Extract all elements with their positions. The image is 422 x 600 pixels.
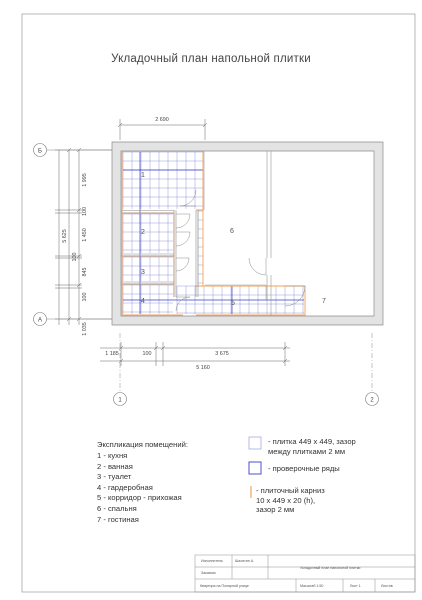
key-tile-text: [268, 437, 356, 456]
dim-top-width: 2 690: [155, 117, 169, 123]
legend-list: [97, 451, 182, 525]
tile-cornice-outline: [122, 151, 305, 315]
stamp-sheet: Лист 1: [350, 584, 361, 588]
room-number-2: 2: [141, 229, 145, 236]
sheet-frame: [22, 14, 415, 592]
key-tile-line2: между плитками 2 мм: [268, 446, 346, 456]
key-tile-swatch: [249, 437, 261, 449]
legend-item: 3 - туалет: [97, 472, 132, 482]
dim-bottom-b: 100: [142, 351, 152, 357]
axis-label-row-bottom: А: [37, 317, 43, 324]
stamp-executor-name: Шахитин А.: [235, 559, 255, 563]
key-cornice-line1: - плиточный карниз: [256, 486, 325, 495]
legend-item: 7 - гостиная: [97, 514, 139, 524]
axis-label-row-top: Б: [38, 148, 42, 155]
room-number-1: 1: [141, 172, 145, 179]
dimension-lines: [55, 119, 290, 366]
room-number-4: 4: [141, 298, 145, 305]
legend-item: 5 - корридор - прихожая: [97, 493, 182, 503]
room-number-3: 3: [141, 269, 145, 276]
dim-left-v3: 1 450: [82, 228, 88, 242]
dim-bottom-a: 1 185: [105, 351, 119, 357]
dim-left-bottom: 1 035: [82, 322, 88, 336]
stamp-executor-label: Исполнитель: [201, 559, 223, 563]
dim-bottom-total: 5 160: [196, 365, 210, 371]
key-cornice-line2: 10 х 449 х 20 (h),: [256, 495, 316, 505]
stamp-scale: Масштаб 1:50: [300, 584, 324, 588]
key-check-swatch: [249, 462, 261, 474]
legend-item: 2 - ванная: [97, 461, 133, 471]
room-number-7: 7: [322, 298, 326, 305]
key-tile-line1: - плитка 449 х 449, зазор: [268, 437, 356, 446]
axis-label-col-right: 2: [370, 397, 374, 404]
stamp-project: Квартира на Полярной улице: [200, 584, 249, 588]
key-check-text: - проверочные ряды: [268, 464, 340, 473]
dim-left-total: 5 625: [62, 229, 68, 243]
dim-bottom-c: 3 675: [215, 351, 229, 357]
page-title: Укладочный план напольной плитки: [111, 53, 311, 65]
legend-item: 4 - гардеробная: [97, 482, 153, 492]
axis-label-col-left: 1: [118, 397, 122, 404]
dim-left-v1: 1 995: [82, 173, 88, 187]
legend-heading: Экспликация помещений:: [97, 440, 188, 449]
axis-lines: [46, 150, 372, 392]
room-number-5: 5: [231, 300, 235, 307]
walls: [112, 142, 383, 325]
dim-left-v2: 100: [82, 207, 88, 216]
legend-item: 1 - кухня: [97, 451, 128, 460]
dim-left-v6: 100: [82, 292, 88, 302]
key-cornice-text: [256, 486, 325, 515]
door-swings: [176, 190, 305, 311]
dim-left-v4: 100: [72, 252, 78, 262]
room-number-6: 6: [230, 228, 234, 235]
stamp-sheets: Листов: [381, 584, 393, 588]
stamp-check-label: Заказчик: [201, 571, 216, 575]
tile-grid: [123, 152, 304, 314]
stamp-sheet-title: Укладочный план напольной плитки: [300, 566, 361, 570]
dim-left-v5: 845: [82, 267, 88, 277]
key-cornice-line3: зазор 2 мм: [256, 505, 295, 514]
legend-item: 6 - спальня: [97, 503, 137, 513]
